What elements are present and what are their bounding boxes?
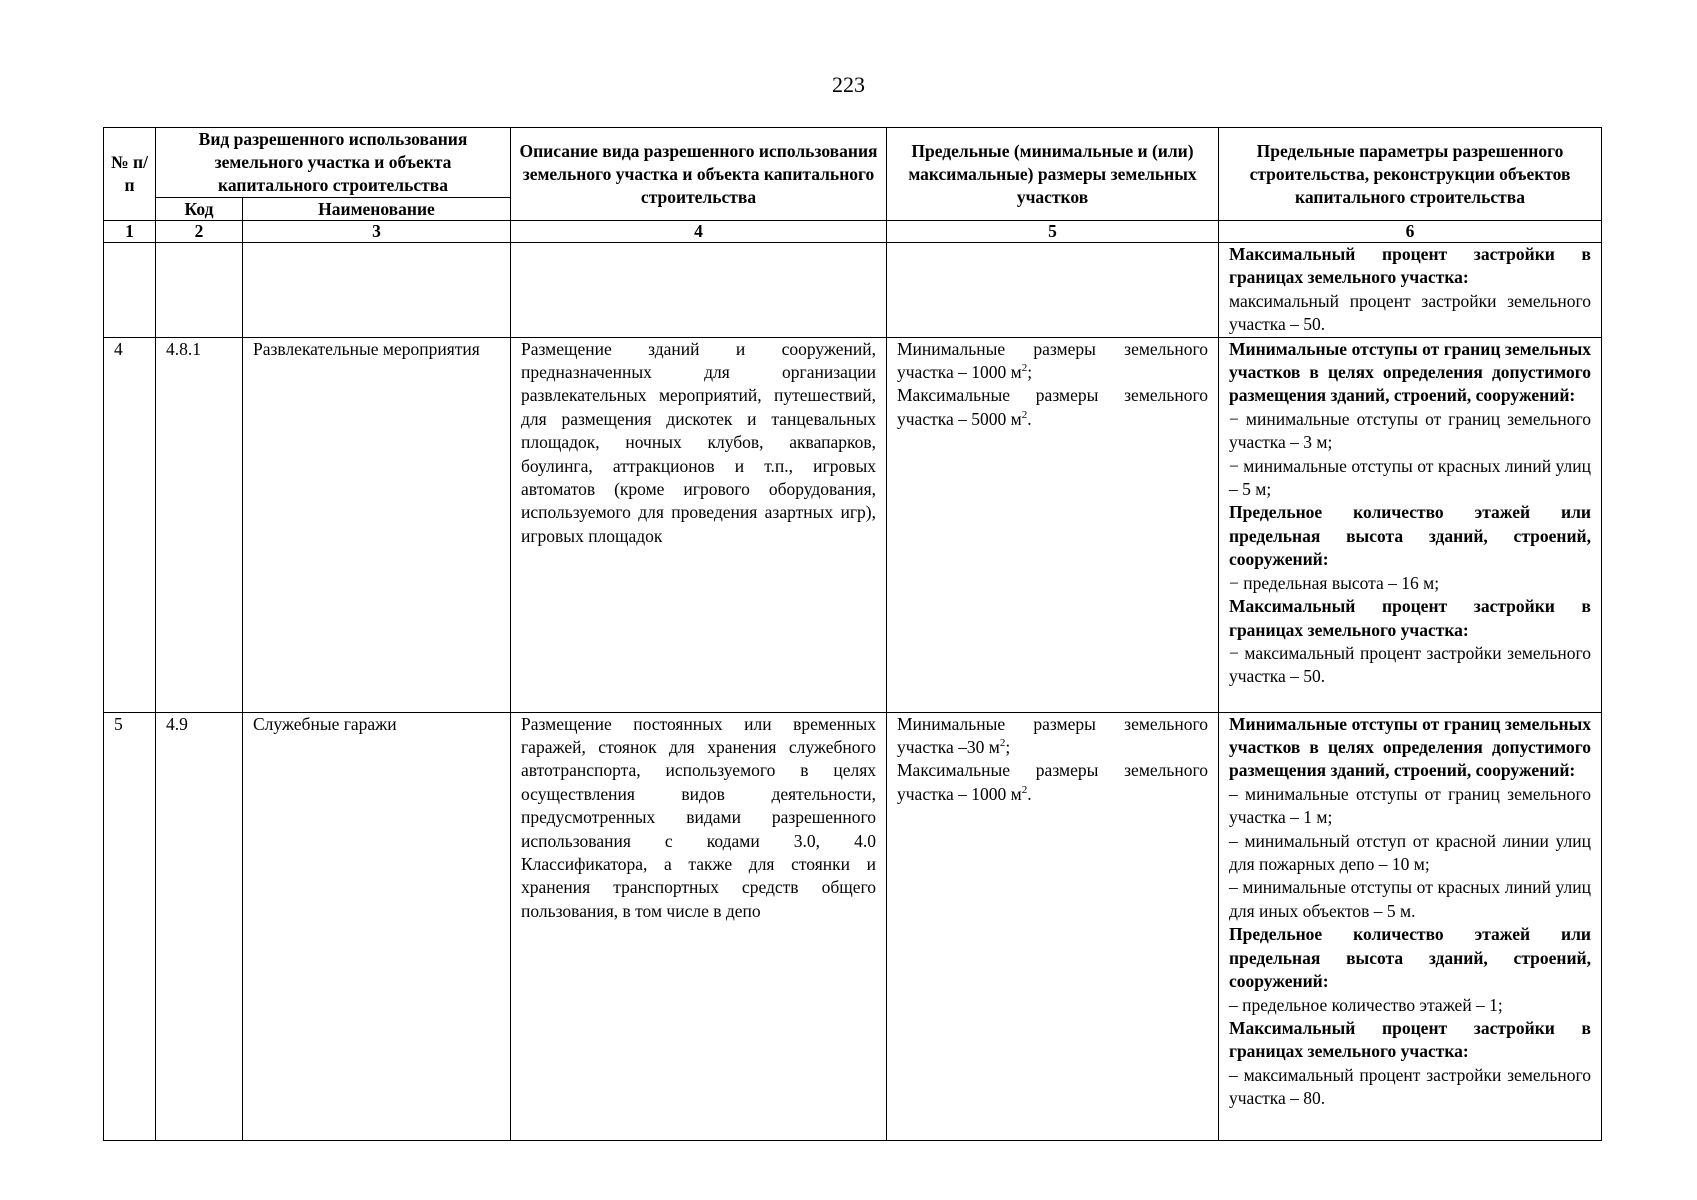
row-sizes	[887, 337, 1219, 712]
row-params	[1219, 243, 1602, 338]
param-heading: Максимальный процент застройки в границах земельного участка:	[1229, 1017, 1591, 1062]
land-use-table	[103, 127, 1602, 1141]
header-code: Код	[156, 198, 243, 221]
param-heading: Предельное количество этажей или предельная высота зданий, строений, сооружений:	[1229, 502, 1591, 570]
table-row	[104, 712, 1602, 1140]
row-params	[1219, 712, 1602, 1140]
row-name	[243, 243, 511, 338]
param-line: − минимальные отступы от границ земельного участка – 3 м;	[1229, 408, 1591, 453]
column-number: 5	[887, 221, 1219, 243]
row-code	[156, 243, 243, 338]
param-heading: Максимальный процент застройки в границах земельного участка:	[1229, 596, 1591, 640]
row-code: 4.8.1	[156, 337, 243, 712]
header-description: Описание вида разрешенного использования земельного участка и объекта капитального строительства	[511, 128, 887, 221]
header-num: № п/п	[104, 128, 156, 221]
row-description: Размещение зданий и сооружений, предназначенных для организации развлекательных мероприятий, путешествий, для размещения дискотек и танцевальных площадок, ночных клубов, аквапарков, боулинга, аттракционов и т.п., игровых автоматов (кроме игрового оборудования, используемого для проведения азартных игр), игровых площадок	[511, 337, 887, 712]
param-line: − предельная высота – 16 м;	[1229, 572, 1440, 593]
max-size-text: Максимальные размеры земельного участка – 1000 $м^2$.	[897, 760, 1208, 804]
min-size-text: Минимальные размеры земельного участка –30 $м^2$;	[897, 713, 1208, 758]
header-params: Предельные параметры разрешенного строительства, реконструкции объектов капитального строительства	[1219, 128, 1602, 221]
column-number: 6	[1219, 221, 1602, 243]
row-name: Служебные гаражи	[243, 712, 511, 1140]
param-line: − минимальные отступы от красных линий улиц – 5 м;	[1229, 455, 1591, 500]
header-use-type: Вид разрешенного использования земельного участка и объекта капитального строительства	[156, 128, 511, 198]
param-heading: Максимальный процент застройки в границах земельного участка:	[1229, 244, 1591, 288]
param-heading: Предельное количество этажей или предельная высота зданий, строений, сооружений:	[1229, 924, 1591, 992]
param-heading: Минимальные отступы от границ земельных участков в целях определения допустимого размещения зданий, строений, сооружений:	[1229, 713, 1591, 781]
param-line: – минимальные отступы от границ земельного участка – 1 м;	[1229, 783, 1591, 828]
header-sizes: Предельные (минимальные и (или) максимальные) размеры земельных участков	[887, 128, 1219, 221]
row-params	[1219, 337, 1602, 712]
column-number: 4	[511, 221, 887, 243]
table-header	[104, 128, 1602, 243]
max-size-text: Максимальные размеры земельного участка – 5000 $м^2$.	[897, 385, 1208, 429]
table-row	[104, 337, 1602, 712]
row-description: Размещение постоянных или временных гаражей, стоянок для хранения служебного автотранспорта, используемого в целях осуществления видов деятельности, предусмотренных видами разрешенного использования с кодами 3.0, 4.0 Классификатора, а также для стоянки и хранения транспортных средств общего пользования, в том числе в депо	[511, 712, 887, 1140]
row-sizes	[887, 712, 1219, 1140]
row-name: Развлекательные мероприятия	[243, 337, 511, 712]
param-line: – минимальный отступ от красной линии улиц для пожарных депо – 10 м;	[1229, 830, 1591, 875]
column-number: 1	[104, 221, 156, 243]
param-line: – предельное количество этажей – 1;	[1229, 994, 1503, 1015]
column-numbers-row	[104, 221, 1602, 243]
param-line: – максимальный процент застройки земельного участка – 80.	[1229, 1064, 1591, 1109]
row-num: 4	[104, 337, 156, 712]
param-line: − максимальный процент застройки земельного участка – 50.	[1229, 642, 1591, 687]
page-number: 223	[832, 72, 865, 97]
row-sizes	[887, 243, 1219, 338]
param-line: – минимальные отступы от красных линий улиц для иных объектов – 5 м.	[1229, 877, 1591, 921]
column-number: 3	[243, 221, 511, 243]
row-description	[511, 243, 887, 338]
row-num	[104, 243, 156, 338]
row-code: 4.9	[156, 712, 243, 1140]
param-heading: Минимальные отступы от границ земельных участков в целях определения допустимого размещения зданий, строений, сооружений:	[1229, 338, 1591, 406]
column-number: 2	[156, 221, 243, 243]
param-line: максимальный процент застройки земельного участка – 50.	[1229, 290, 1591, 335]
header-name: Наименование	[243, 198, 511, 221]
table-row	[104, 243, 1602, 338]
min-size-text: Минимальные размеры земельного участка – 1000 $м^2$;	[897, 338, 1208, 383]
row-num: 5	[104, 712, 156, 1140]
